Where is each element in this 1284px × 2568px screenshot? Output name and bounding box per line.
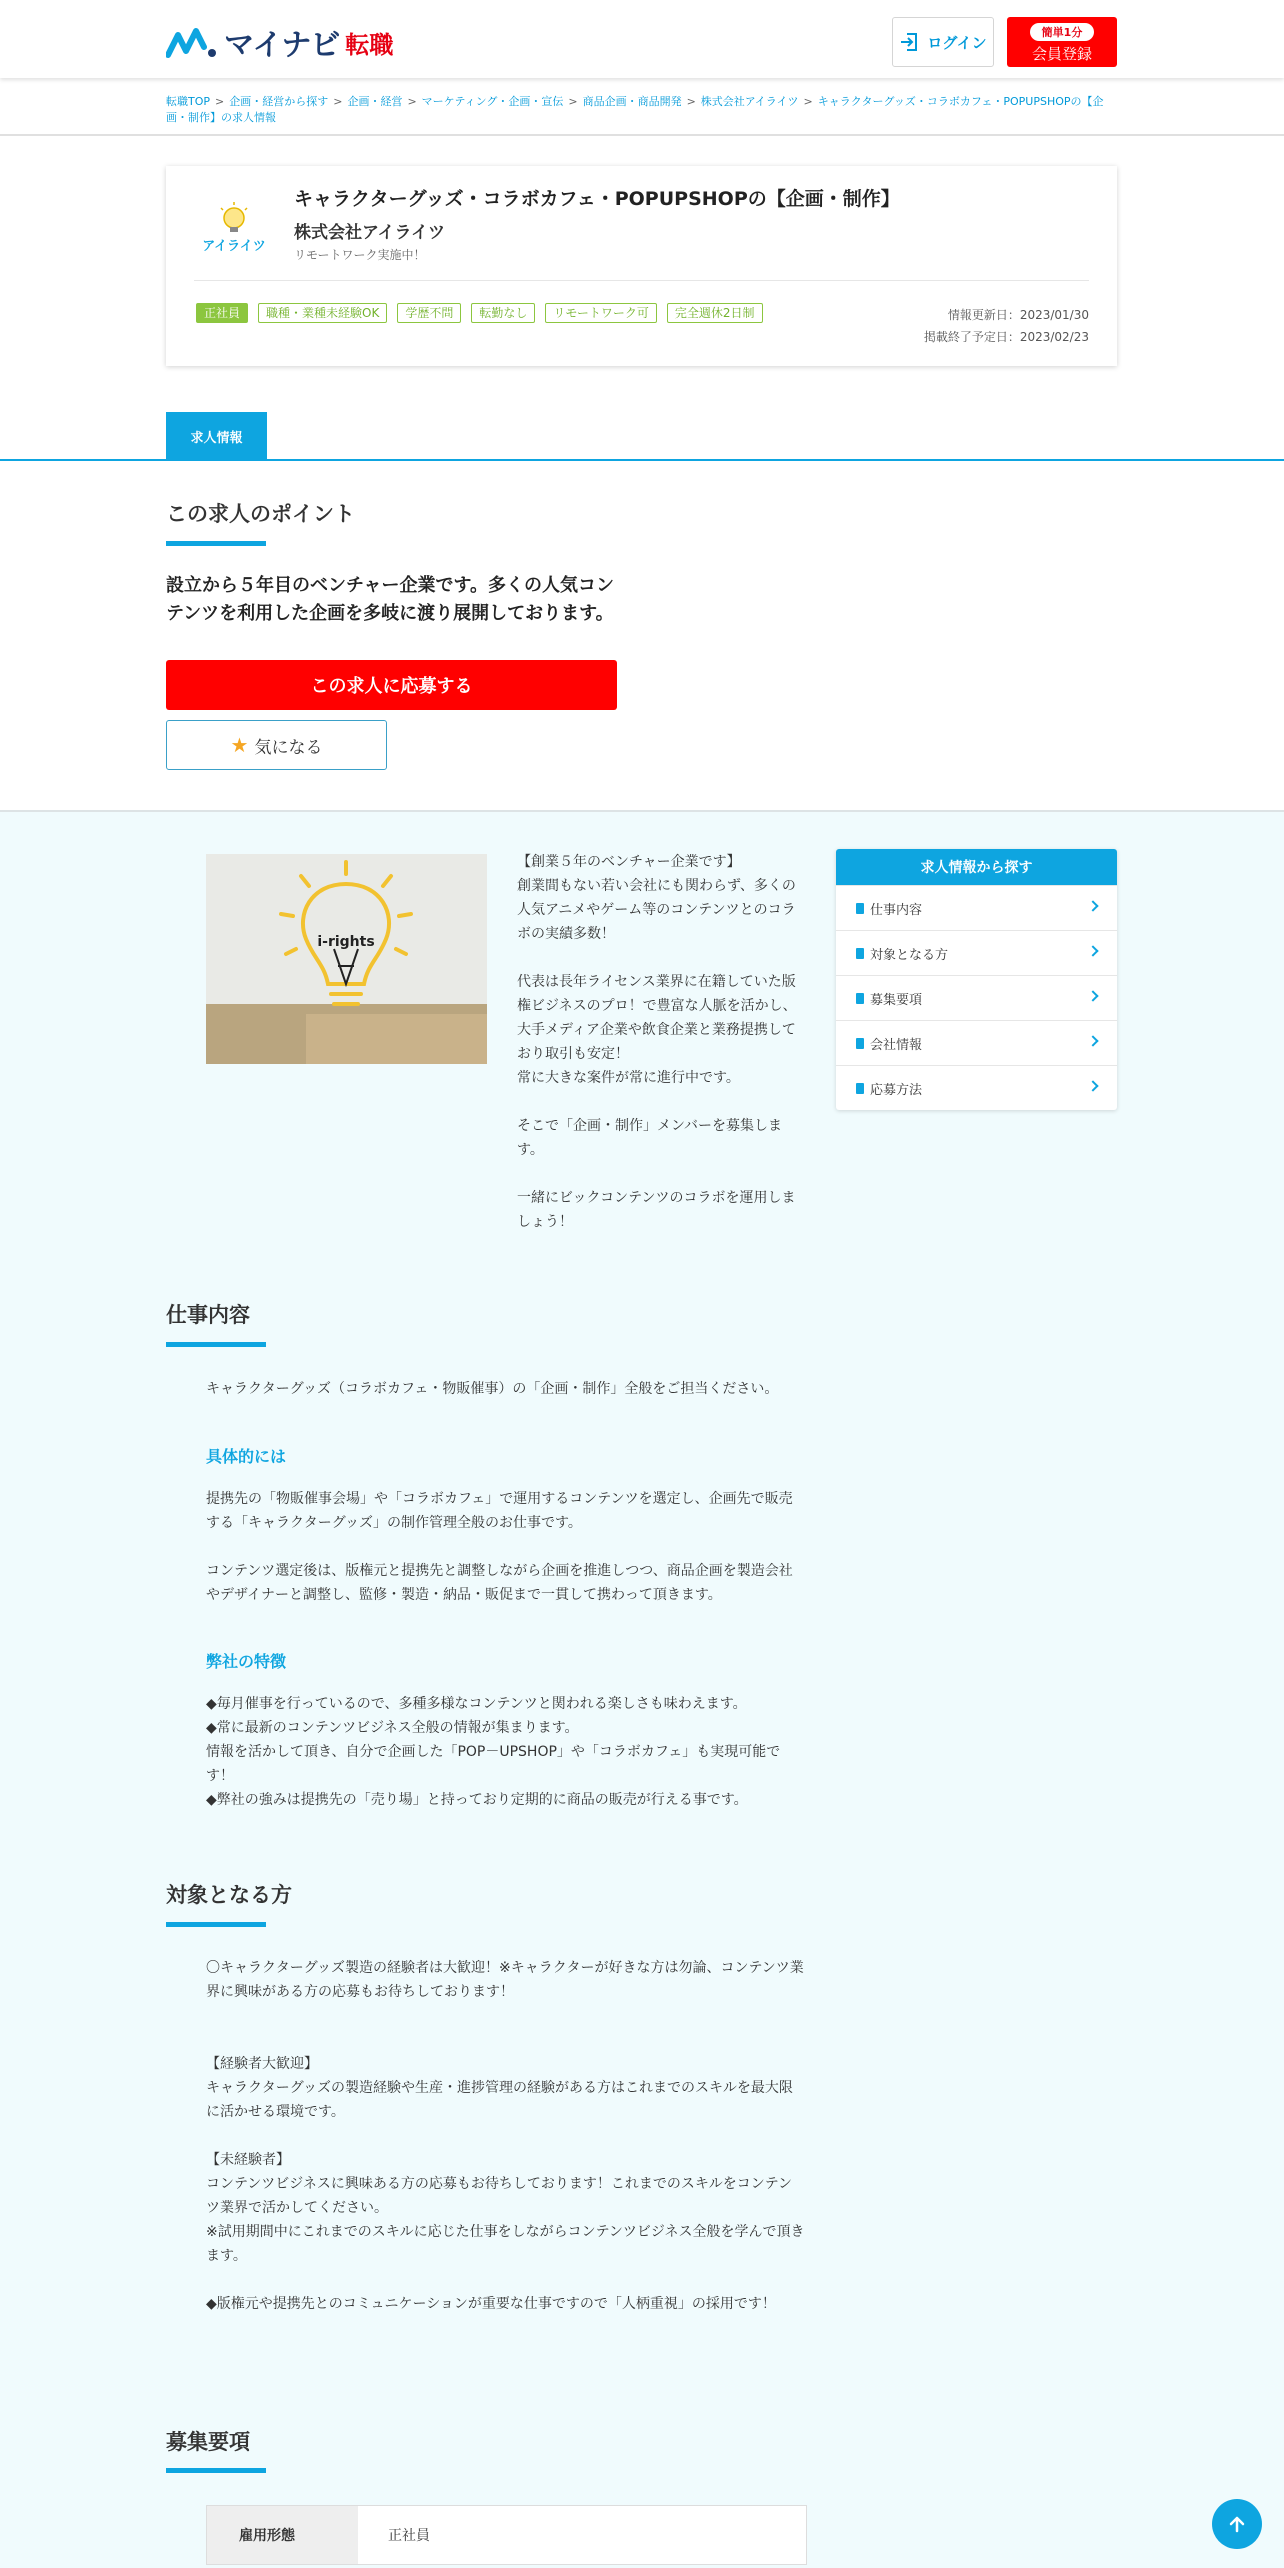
side-nav-item-target[interactable] [836,930,1117,975]
heading-underline [166,541,266,546]
work-summary: キャラクターグッズ（コラボカフェ・物販催事）の「企画・制作」全般をご担当ください。 [206,1381,779,1397]
tag: 学歴不問 [397,303,461,323]
requirements-heading: 募集要項 [166,2430,250,2454]
document-icon [856,1038,864,1049]
tab-underline [0,459,1284,461]
side-nav-item-work[interactable] [836,885,1117,930]
end-date: 掲載終了予定日：2023/02/23 [923,330,1089,344]
side-nav-item-requirements[interactable] [836,975,1117,1020]
target-text: 【未経験者】 コンテンツビジネスに興味ある方の応募もお待ちしております！これまでのスキルをコンテンツ業界で活かしてください。 ※試用期間中にこれまでのスキルに応じた仕事をしながらコンテンツビジネス全般を学んで頂きます。 [206,2152,805,2264]
logo-sub-text: 転職 [345,30,394,59]
job-title: キャラクターグッズ・コラボカフェ・POPUPSHOPの【企画・制作】 [294,188,900,210]
job-dates [924,304,1089,348]
side-nav-label: 応募方法 [870,1082,923,1098]
side-nav-label: 募集要項 [870,992,923,1008]
office-photo [206,854,487,1064]
breadcrumb-item[interactable]: 商品企画・商品開発 [582,95,682,108]
arrow-up-icon [1227,2514,1247,2534]
side-nav-item-company[interactable] [836,1020,1117,1065]
work-heading: 仕事内容 [166,1303,250,1327]
breadcrumb-item[interactable]: マーケティング・企画・宣伝 [421,95,564,108]
work-detail-heading: 具体的には [206,1447,287,1466]
job-summary-card [166,166,1117,366]
heading-underline [166,1342,266,1347]
updated-date: 情報更新日：2023/01/30 [947,308,1089,322]
document-icon [856,1083,864,1094]
tag: リモートワーク可 [545,303,657,323]
logo-text: マイナビ [224,28,340,63]
tab-job-info[interactable]: 求人情報 [166,412,267,460]
office-photo-illustration [206,854,487,1064]
site-logo[interactable] [166,22,393,62]
star-icon: ★ [230,733,249,757]
favorite-label: 気になる [254,737,323,758]
breadcrumb-item[interactable]: 企画・経営から探す [229,95,329,108]
login-label: ログイン [927,33,987,52]
target-heading: 対象となる方 [166,1883,292,1907]
points-lead: 設立から５年目のベンチャー企業です。多くの人気コンテンツを利用した企画を多岐に渡り展開しております。 [166,575,615,624]
side-nav-label: 対象となる方 [870,947,949,963]
feature-text: ◆毎月催事を行っているので、多種多様なコンテンツと関われる楽しさも味わえます。 ◆常に最新のコンテンツビジネス全般の情報が集まります。 情報を活かして頂き、自分で企画した「POP－UPSHOP」や「コラボカフェ」も実現可能です！ ◆弊社の強みは提携先の「売り場」と持っており定期的に商品の販売が行える事です。 [206,1696,781,1808]
company-name[interactable]: 株式会社アイライツ [294,223,445,243]
breadcrumb-divider [0,134,1284,136]
intro-paragraph: そこで「企画・制作」メンバーを募集します。 [517,1118,783,1158]
document-icon [856,903,864,914]
side-nav-title: 求人情報から探す [836,849,1117,885]
intro-paragraph: 代表は長年ライセンス業界に在籍していた版権ビジネスのプロ！で豊富な人脈を活かし、大手メディア企業や飲食企業と業務提携しており取引も安定！ 常に大きな案件が常に進行中です。 [517,974,797,1086]
chevron-right-icon [1087,990,1098,1001]
table-cell: 正社員 [388,2528,430,2544]
card-divider [194,280,1089,281]
heading-underline [166,1922,266,1927]
favorite-button[interactable] [166,720,387,770]
heading-underline [166,2468,266,2473]
register-label: 会員登録 [1031,45,1092,63]
company-intro [517,850,800,1258]
login-button[interactable] [892,17,994,67]
tag: 職種・業種未経験OK [258,303,387,323]
chevron-right-icon [1087,1035,1098,1046]
breadcrumb-item[interactable]: 株式会社アイライツ [700,95,799,108]
job-tags [196,303,763,323]
register-button[interactable] [1007,17,1117,67]
points-heading: この求人のポイント [166,502,355,526]
breadcrumb-current: キャラクターグッズ・コラボカフェ・POPUPSHOPの【企画・制作】の求人情報 [166,95,1104,124]
logo-mark-icon [166,25,220,59]
breadcrumb: 転職TOP > 企画・経営から探す > 企画・経営 > マーケティング・企画・宣伝 > 商品企画・商品開発 > 株式会社アイライツ > キャラクターグッズ・コラボカフェ・POPUPSHOPの【企画・制作】の求人情報 [166,95,1104,124]
breadcrumb-item[interactable]: 転職TOP [166,95,211,108]
apply-button[interactable]: この求人に応募する [166,660,617,710]
company-logo [194,200,274,260]
side-nav-label: 会社情報 [870,1037,923,1053]
tag-employment: 正社員 [196,303,248,323]
photo-sign-text: i-rights [317,934,375,950]
remote-status: リモートワーク実施中！ [294,248,426,262]
scroll-to-top-button[interactable] [1212,2499,1262,2549]
chevron-right-icon [1087,1080,1098,1091]
feature-heading: 弊社の特徴 [206,1652,287,1671]
target-text: 【経験者大歓迎】 キャラクターグッズの製造経験や生産・進捗管理の経験がある方はこれまでのスキルを最大限に活かせる環境です。 [206,2056,793,2120]
chevron-right-icon [1087,900,1098,911]
side-nav [836,849,1117,1110]
document-icon [856,948,864,959]
login-icon [899,32,919,52]
site-header [0,0,1284,78]
target-text: 〇キャラクターグッズ製造の経験者は大歓迎！※キャラクターが好きな方は勿論、コンテンツ業界に興味がある方の応募もお待ちしております！ [206,1960,804,2000]
chevron-right-icon [1087,945,1098,956]
tag: 転勤なし [471,303,535,323]
document-icon [856,993,864,1004]
work-detail-text: コンテンツ選定後は、版権元と提携先と調整しながら企画を推進しつつ、商品企画を製造会社やデザイナーと調整し、監修・製造・納品・販促まで一貫して携わって頂きます。 [206,1563,793,1603]
work-detail-text: 提携先の「物販催事会場」や「コラボカフェ」で運用するコンテンツを選定し、企画先で販売する「キャラクターグッズ」の制作管理全般のお仕事です。 [206,1491,793,1531]
svg-text:アイライツ: アイライツ [202,239,266,254]
target-text: ◆版権元や提携先とのコミュニケーションが重要な仕事ですので「人柄重視」の採用です！ [206,2296,776,2312]
table-header-cell: 雇用形態 [207,2506,358,2564]
side-nav-label: 仕事内容 [870,902,923,918]
register-pill: 簡単1分 [1030,23,1095,41]
tag: 完全週休2日制 [667,303,763,323]
requirements-table [206,2505,807,2565]
intro-paragraph: 【創業５年のベンチャー企業です】 創業間もない若い会社にも関わらず、多くの人気アニメやゲーム等のコンテンツとのコラボの実績多数！ [517,854,796,942]
intro-paragraph: 一緒にビックコンテンツのコラボを運用しましょう！ [517,1190,796,1230]
side-nav-item-apply[interactable] [836,1065,1117,1110]
breadcrumb-item[interactable]: 企画・経営 [347,95,403,108]
